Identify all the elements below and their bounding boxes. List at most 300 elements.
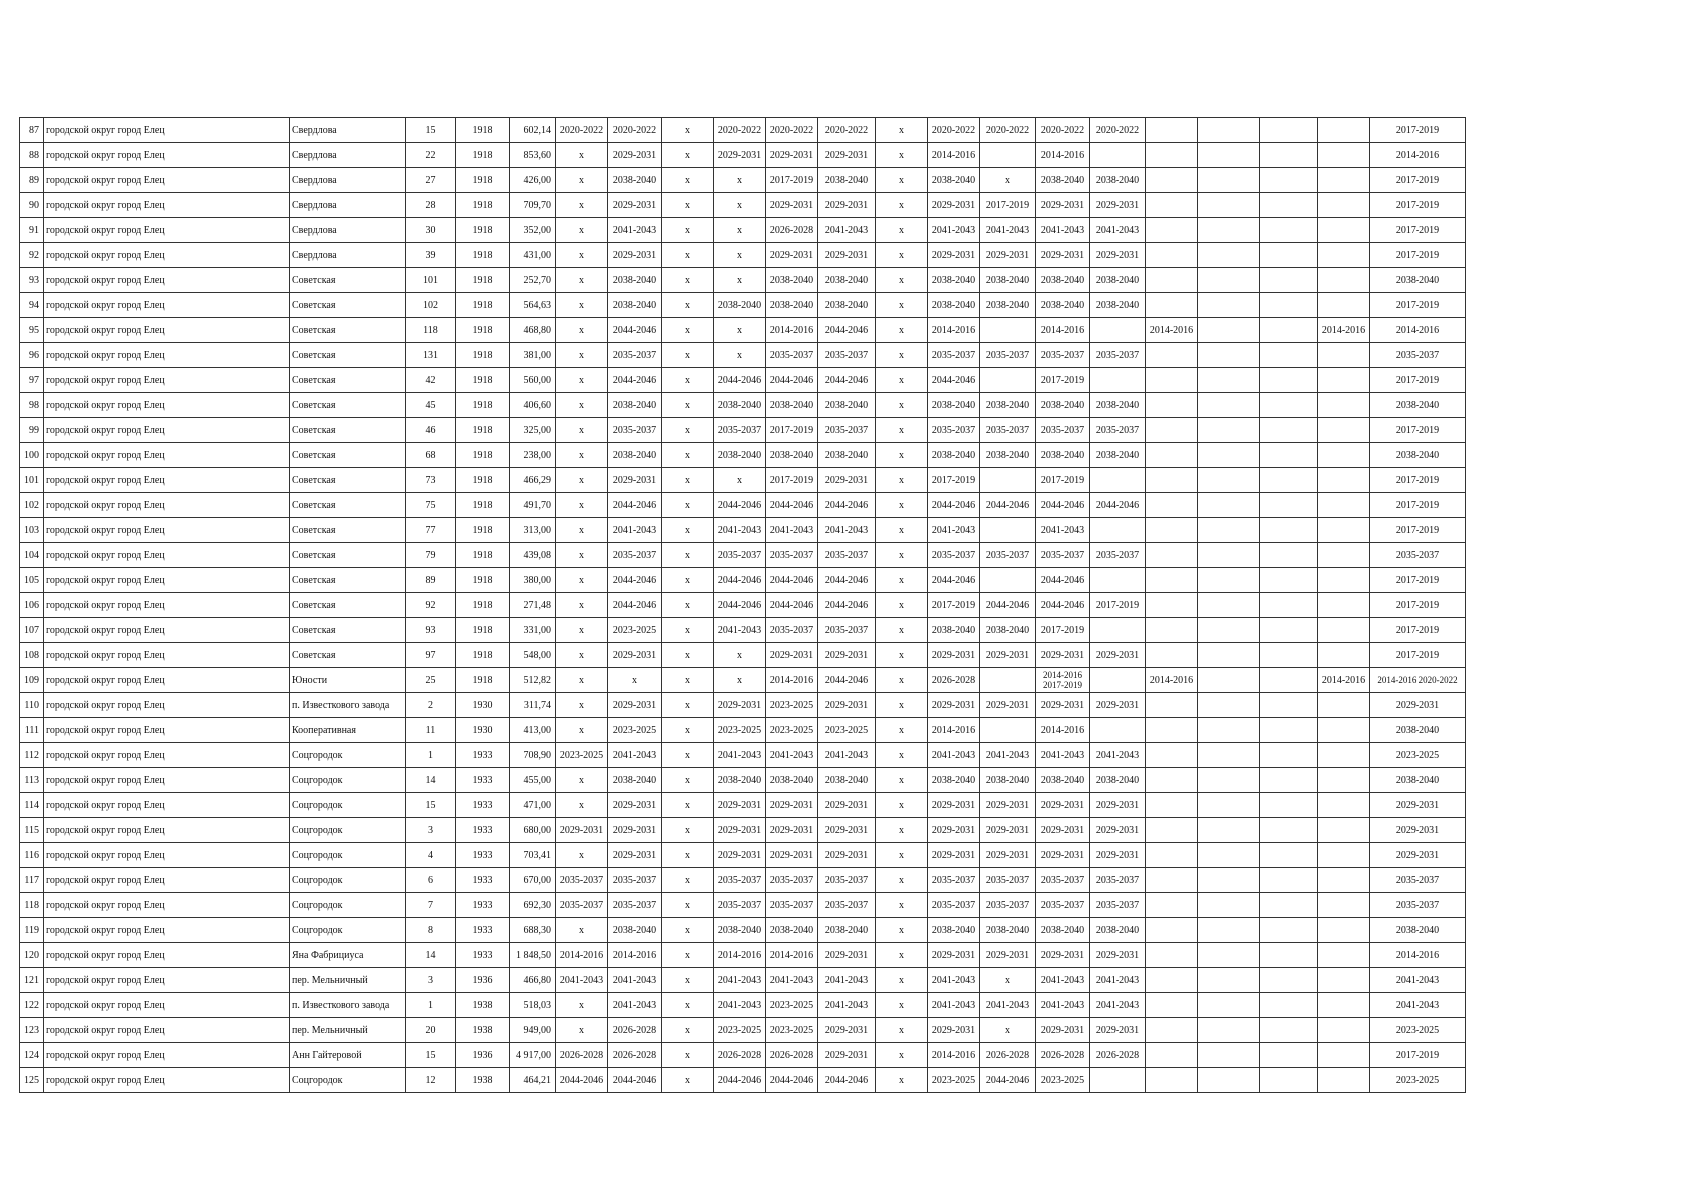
cell-period-9: 2044-2046 xyxy=(980,1068,1036,1093)
housing-schedule-table xyxy=(19,117,1466,1093)
cell-period-5: 2029-2031 xyxy=(766,243,818,268)
cell-period-total: 2029-2031 xyxy=(1370,793,1466,818)
cell-period-6: 2035-2037 xyxy=(818,418,876,443)
cell-period-12 xyxy=(1146,168,1198,193)
cell-period-3: x xyxy=(662,643,714,668)
cell-period-14 xyxy=(1260,243,1318,268)
cell-year-built: 1930 xyxy=(456,718,510,743)
cell-municipality: городской округ город Елец xyxy=(44,1068,290,1093)
cell-period-5: 2017-2019 xyxy=(766,468,818,493)
cell-period-10: 2041-2043 xyxy=(1036,743,1090,768)
cell-period-10: 2014-2016 xyxy=(1036,318,1090,343)
cell-period-10: 2044-2046 xyxy=(1036,568,1090,593)
cell-period-14 xyxy=(1260,718,1318,743)
cell-period-9: 2038-2040 xyxy=(980,268,1036,293)
cell-street: Советская xyxy=(290,618,406,643)
cell-period-4: 2035-2037 xyxy=(714,893,766,918)
cell-period-total: 2017-2019 xyxy=(1370,368,1466,393)
cell-municipality: городской округ город Елец xyxy=(44,393,290,418)
cell-period-3: x xyxy=(662,893,714,918)
cell-year-built: 1918 xyxy=(456,243,510,268)
cell-house-number: 77 xyxy=(406,518,456,543)
cell-house-number: 22 xyxy=(406,143,456,168)
cell-period-8: 2029-2031 xyxy=(928,643,980,668)
cell-period-12 xyxy=(1146,368,1198,393)
cell-period-12 xyxy=(1146,118,1198,143)
cell-period-15 xyxy=(1318,793,1370,818)
table-row xyxy=(20,318,1466,343)
cell-period-4: 2038-2040 xyxy=(714,768,766,793)
cell-year-built: 1918 xyxy=(456,668,510,693)
cell-period-6: 2044-2046 xyxy=(818,493,876,518)
cell-period-6: 2035-2037 xyxy=(818,343,876,368)
cell-period-7: x xyxy=(876,143,928,168)
table-row xyxy=(20,693,1466,718)
cell-period-5: 2017-2019 xyxy=(766,418,818,443)
cell-period-7: x xyxy=(876,668,928,693)
cell-period-3: x xyxy=(662,118,714,143)
cell-period-10: 2041-2043 xyxy=(1036,218,1090,243)
cell-street: Соцгородок xyxy=(290,893,406,918)
cell-period-5: 2017-2019 xyxy=(766,168,818,193)
cell-period-10: 2038-2040 xyxy=(1036,293,1090,318)
cell-period-13 xyxy=(1198,493,1260,518)
cell-period-14 xyxy=(1260,843,1318,868)
cell-year-built: 1938 xyxy=(456,1068,510,1093)
cell-row-number: 113 xyxy=(20,768,44,793)
cell-period-2: 2029-2031 xyxy=(608,643,662,668)
cell-period-6: 2029-2031 xyxy=(818,843,876,868)
cell-house-number: 97 xyxy=(406,643,456,668)
cell-street: Юности xyxy=(290,668,406,693)
cell-year-built: 1936 xyxy=(456,968,510,993)
cell-period-5: 2041-2043 xyxy=(766,743,818,768)
cell-period-total: 2017-2019 xyxy=(1370,643,1466,668)
cell-row-number: 93 xyxy=(20,268,44,293)
cell-period-5: 2038-2040 xyxy=(766,768,818,793)
cell-period-9: 2017-2019 xyxy=(980,193,1036,218)
cell-period-11: 2029-2031 xyxy=(1090,693,1146,718)
cell-row-number: 105 xyxy=(20,568,44,593)
cell-period-13 xyxy=(1198,268,1260,293)
cell-year-built: 1918 xyxy=(456,468,510,493)
cell-period-14 xyxy=(1260,643,1318,668)
cell-year-built: 1933 xyxy=(456,843,510,868)
cell-period-13 xyxy=(1198,1068,1260,1093)
cell-period-15 xyxy=(1318,293,1370,318)
cell-row-number: 120 xyxy=(20,943,44,968)
cell-period-9 xyxy=(980,568,1036,593)
cell-period-3: x xyxy=(662,268,714,293)
cell-period-10: 2029-2031 xyxy=(1036,243,1090,268)
cell-row-number: 114 xyxy=(20,793,44,818)
cell-period-9: x xyxy=(980,168,1036,193)
cell-period-total: 2017-2019 xyxy=(1370,493,1466,518)
cell-period-11: 2035-2037 xyxy=(1090,418,1146,443)
cell-year-built: 1918 xyxy=(456,393,510,418)
table-row xyxy=(20,1068,1466,1093)
cell-period-1: x xyxy=(556,493,608,518)
cell-municipality: городской округ город Елец xyxy=(44,943,290,968)
cell-period-7: x xyxy=(876,368,928,393)
cell-period-2: 2044-2046 xyxy=(608,318,662,343)
cell-period-6: 2029-2031 xyxy=(818,1043,876,1068)
cell-year-built: 1918 xyxy=(456,643,510,668)
cell-street: Соцгородок xyxy=(290,743,406,768)
cell-period-5: 2029-2031 xyxy=(766,793,818,818)
table-row xyxy=(20,418,1466,443)
cell-period-4: 2035-2037 xyxy=(714,418,766,443)
cell-period-total: 2041-2043 xyxy=(1370,993,1466,1018)
cell-period-6: 2041-2043 xyxy=(818,968,876,993)
cell-period-13 xyxy=(1198,968,1260,993)
cell-period-11: 2038-2040 xyxy=(1090,293,1146,318)
cell-period-4: x xyxy=(714,268,766,293)
cell-period-8: 2035-2037 xyxy=(928,343,980,368)
cell-municipality: городской округ город Елец xyxy=(44,868,290,893)
cell-period-total: 2035-2037 xyxy=(1370,343,1466,368)
cell-period-10: 2041-2043 xyxy=(1036,518,1090,543)
cell-period-7: x xyxy=(876,793,928,818)
cell-period-6: 2029-2031 xyxy=(818,818,876,843)
cell-municipality: городской округ город Елец xyxy=(44,243,290,268)
cell-period-3: x xyxy=(662,493,714,518)
cell-period-4: x xyxy=(714,643,766,668)
cell-period-7: x xyxy=(876,893,928,918)
cell-period-9: 2041-2043 xyxy=(980,993,1036,1018)
cell-period-9: 2038-2040 xyxy=(980,443,1036,468)
cell-period-12 xyxy=(1146,1018,1198,1043)
cell-period-15 xyxy=(1318,518,1370,543)
cell-period-2: 2029-2031 xyxy=(608,843,662,868)
cell-period-14 xyxy=(1260,543,1318,568)
cell-period-5: 2038-2040 xyxy=(766,293,818,318)
cell-area: 431,00 xyxy=(510,243,556,268)
cell-period-12 xyxy=(1146,293,1198,318)
cell-period-15: 2014-2016 xyxy=(1318,668,1370,693)
cell-period-8: 2038-2040 xyxy=(928,393,980,418)
cell-period-7: x xyxy=(876,643,928,668)
table-row xyxy=(20,568,1466,593)
cell-period-11: 2038-2040 xyxy=(1090,768,1146,793)
cell-period-10: 2020-2022 xyxy=(1036,118,1090,143)
table-row xyxy=(20,268,1466,293)
cell-area: 853,60 xyxy=(510,143,556,168)
cell-period-14 xyxy=(1260,593,1318,618)
cell-period-13 xyxy=(1198,868,1260,893)
cell-period-9: 2041-2043 xyxy=(980,218,1036,243)
cell-period-15 xyxy=(1318,868,1370,893)
cell-period-3: x xyxy=(662,818,714,843)
cell-street: пер. Мельничный xyxy=(290,968,406,993)
cell-street: Советская xyxy=(290,493,406,518)
cell-area: 670,00 xyxy=(510,868,556,893)
table-row xyxy=(20,243,1466,268)
cell-period-7: x xyxy=(876,843,928,868)
cell-period-13 xyxy=(1198,193,1260,218)
table-row xyxy=(20,1018,1466,1043)
cell-row-number: 97 xyxy=(20,368,44,393)
cell-period-9: 2044-2046 xyxy=(980,493,1036,518)
cell-period-3: x xyxy=(662,368,714,393)
cell-row-number: 94 xyxy=(20,293,44,318)
cell-municipality: городской округ город Елец xyxy=(44,418,290,443)
cell-row-number: 90 xyxy=(20,193,44,218)
cell-area: 381,00 xyxy=(510,343,556,368)
cell-period-15 xyxy=(1318,593,1370,618)
cell-house-number: 14 xyxy=(406,943,456,968)
cell-street: Свердлова xyxy=(290,118,406,143)
cell-period-4: 2041-2043 xyxy=(714,993,766,1018)
cell-period-12 xyxy=(1146,343,1198,368)
cell-period-15 xyxy=(1318,118,1370,143)
cell-period-15 xyxy=(1318,143,1370,168)
cell-period-5: 2029-2031 xyxy=(766,818,818,843)
cell-period-2: 2026-2028 xyxy=(608,1043,662,1068)
cell-period-1: x xyxy=(556,518,608,543)
cell-period-15 xyxy=(1318,368,1370,393)
cell-area: 380,00 xyxy=(510,568,556,593)
cell-period-8: 2014-2016 xyxy=(928,718,980,743)
cell-period-10: 2029-2031 xyxy=(1036,793,1090,818)
cell-year-built: 1918 xyxy=(456,268,510,293)
cell-period-9: 2038-2040 xyxy=(980,618,1036,643)
cell-period-15 xyxy=(1318,618,1370,643)
cell-period-6: 2029-2031 xyxy=(818,793,876,818)
cell-period-7: x xyxy=(876,1043,928,1068)
cell-period-12 xyxy=(1146,543,1198,568)
cell-period-9: x xyxy=(980,968,1036,993)
cell-year-built: 1918 xyxy=(456,218,510,243)
cell-period-5: 2038-2040 xyxy=(766,268,818,293)
cell-period-1: x xyxy=(556,268,608,293)
cell-period-15 xyxy=(1318,243,1370,268)
cell-period-total: 2017-2019 xyxy=(1370,193,1466,218)
cell-period-7: x xyxy=(876,718,928,743)
cell-period-1: x xyxy=(556,218,608,243)
cell-period-6: 2038-2040 xyxy=(818,168,876,193)
cell-area: 252,70 xyxy=(510,268,556,293)
cell-row-number: 99 xyxy=(20,418,44,443)
cell-period-12 xyxy=(1146,868,1198,893)
cell-period-11: 2041-2043 xyxy=(1090,968,1146,993)
cell-period-2: 2014-2016 xyxy=(608,943,662,968)
cell-period-11 xyxy=(1090,143,1146,168)
cell-period-11: 2041-2043 xyxy=(1090,993,1146,1018)
cell-period-6: 2038-2040 xyxy=(818,393,876,418)
cell-period-1: x xyxy=(556,568,608,593)
cell-period-3: x xyxy=(662,693,714,718)
cell-municipality: городской округ город Елец xyxy=(44,818,290,843)
cell-row-number: 107 xyxy=(20,618,44,643)
cell-period-total: 2023-2025 xyxy=(1370,743,1466,768)
cell-period-5: 2023-2025 xyxy=(766,1018,818,1043)
cell-period-1: 2035-2037 xyxy=(556,868,608,893)
cell-house-number: 68 xyxy=(406,443,456,468)
cell-period-3: x xyxy=(662,468,714,493)
cell-row-number: 103 xyxy=(20,518,44,543)
cell-period-11 xyxy=(1090,568,1146,593)
cell-area: 680,00 xyxy=(510,818,556,843)
cell-row-number: 123 xyxy=(20,1018,44,1043)
table-row xyxy=(20,943,1466,968)
cell-area: 426,00 xyxy=(510,168,556,193)
cell-period-5: 2029-2031 xyxy=(766,843,818,868)
cell-period-total: 2038-2040 xyxy=(1370,768,1466,793)
cell-period-2: 2038-2040 xyxy=(608,393,662,418)
cell-period-total: 2017-2019 xyxy=(1370,293,1466,318)
cell-period-7: x xyxy=(876,1068,928,1093)
cell-period-6: 2029-2031 xyxy=(818,943,876,968)
cell-period-1: 2020-2022 xyxy=(556,118,608,143)
cell-street: п. Известкового завода xyxy=(290,693,406,718)
cell-period-11 xyxy=(1090,718,1146,743)
cell-period-5: 2020-2022 xyxy=(766,118,818,143)
cell-period-12 xyxy=(1146,743,1198,768)
cell-house-number: 7 xyxy=(406,893,456,918)
cell-period-8: 2038-2040 xyxy=(928,293,980,318)
cell-year-built: 1918 xyxy=(456,493,510,518)
cell-municipality: городской округ город Елец xyxy=(44,768,290,793)
cell-house-number: 102 xyxy=(406,293,456,318)
cell-row-number: 91 xyxy=(20,218,44,243)
cell-period-6: 2029-2031 xyxy=(818,643,876,668)
cell-period-total: 2017-2019 xyxy=(1370,243,1466,268)
table-row xyxy=(20,818,1466,843)
cell-municipality: городской округ город Елец xyxy=(44,593,290,618)
cell-period-13 xyxy=(1198,568,1260,593)
cell-period-total: 2017-2019 xyxy=(1370,593,1466,618)
cell-period-1: x xyxy=(556,468,608,493)
cell-row-number: 108 xyxy=(20,643,44,668)
cell-period-3: x xyxy=(662,618,714,643)
cell-year-built: 1918 xyxy=(456,318,510,343)
cell-municipality: городской округ город Елец xyxy=(44,668,290,693)
cell-period-6: 2023-2025 xyxy=(818,718,876,743)
cell-period-14 xyxy=(1260,968,1318,993)
cell-period-15 xyxy=(1318,468,1370,493)
cell-area: 512,82 xyxy=(510,668,556,693)
cell-period-6: 2029-2031 xyxy=(818,693,876,718)
cell-period-10: 2029-2031 xyxy=(1036,843,1090,868)
cell-municipality: городской округ город Елец xyxy=(44,643,290,668)
cell-period-10: 2029-2031 xyxy=(1036,693,1090,718)
cell-period-3: x xyxy=(662,993,714,1018)
cell-period-1: x xyxy=(556,168,608,193)
cell-period-10: 2038-2040 xyxy=(1036,168,1090,193)
cell-row-number: 98 xyxy=(20,393,44,418)
cell-row-number: 89 xyxy=(20,168,44,193)
cell-period-3: x xyxy=(662,743,714,768)
cell-period-4: 2029-2031 xyxy=(714,143,766,168)
cell-period-11: 2029-2031 xyxy=(1090,818,1146,843)
cell-period-14 xyxy=(1260,768,1318,793)
cell-period-5: 2035-2037 xyxy=(766,893,818,918)
cell-municipality: городской округ город Елец xyxy=(44,118,290,143)
cell-period-11: 2038-2040 xyxy=(1090,393,1146,418)
cell-period-7: x xyxy=(876,268,928,293)
cell-period-10: 2035-2037 xyxy=(1036,418,1090,443)
cell-row-number: 110 xyxy=(20,693,44,718)
cell-period-2: 2038-2040 xyxy=(608,268,662,293)
cell-street: Соцгородок xyxy=(290,793,406,818)
cell-period-8: 2026-2028 xyxy=(928,668,980,693)
cell-period-7: x xyxy=(876,968,928,993)
cell-period-11: 2029-2031 xyxy=(1090,843,1146,868)
table-row xyxy=(20,843,1466,868)
cell-period-11: 2029-2031 xyxy=(1090,643,1146,668)
cell-period-14 xyxy=(1260,268,1318,293)
cell-period-4: 2014-2016 xyxy=(714,943,766,968)
cell-period-1: x xyxy=(556,693,608,718)
cell-street: Советская xyxy=(290,393,406,418)
cell-period-11: 2029-2031 xyxy=(1090,193,1146,218)
cell-period-9 xyxy=(980,518,1036,543)
cell-period-13 xyxy=(1198,443,1260,468)
cell-period-13 xyxy=(1198,218,1260,243)
cell-period-13 xyxy=(1198,593,1260,618)
cell-period-4: x xyxy=(714,218,766,243)
cell-period-9 xyxy=(980,718,1036,743)
cell-period-10: 2029-2031 xyxy=(1036,193,1090,218)
cell-period-10: 2026-2028 xyxy=(1036,1043,1090,1068)
cell-period-13 xyxy=(1198,993,1260,1018)
table-row xyxy=(20,918,1466,943)
cell-period-3: x xyxy=(662,918,714,943)
cell-period-13 xyxy=(1198,1043,1260,1068)
cell-period-5: 2023-2025 xyxy=(766,718,818,743)
cell-period-8: 2029-2031 xyxy=(928,843,980,868)
table-row xyxy=(20,218,1466,243)
cell-house-number: 25 xyxy=(406,668,456,693)
cell-period-4: x xyxy=(714,168,766,193)
cell-street: Советская xyxy=(290,643,406,668)
cell-row-number: 122 xyxy=(20,993,44,1018)
cell-period-9: 2035-2037 xyxy=(980,418,1036,443)
cell-period-9 xyxy=(980,668,1036,693)
cell-period-11 xyxy=(1090,318,1146,343)
cell-period-15 xyxy=(1318,1068,1370,1093)
cell-period-13 xyxy=(1198,243,1260,268)
cell-period-1: x xyxy=(556,593,608,618)
cell-period-total: 2014-2016 2020-2022 xyxy=(1370,668,1466,693)
cell-period-11 xyxy=(1090,518,1146,543)
cell-house-number: 79 xyxy=(406,543,456,568)
cell-period-14 xyxy=(1260,468,1318,493)
cell-period-4: 2023-2025 xyxy=(714,718,766,743)
cell-period-5: 2029-2031 xyxy=(766,643,818,668)
cell-house-number: 20 xyxy=(406,1018,456,1043)
cell-period-15 xyxy=(1318,343,1370,368)
cell-street: п. Известкового завода xyxy=(290,993,406,1018)
cell-period-2: 2044-2046 xyxy=(608,568,662,593)
cell-period-total: 2014-2016 xyxy=(1370,943,1466,968)
cell-row-number: 111 xyxy=(20,718,44,743)
cell-period-8: 2035-2037 xyxy=(928,543,980,568)
cell-period-8: 2017-2019 xyxy=(928,593,980,618)
cell-period-13 xyxy=(1198,543,1260,568)
cell-period-1: x xyxy=(556,193,608,218)
cell-street: Советская xyxy=(290,418,406,443)
cell-period-7: x xyxy=(876,168,928,193)
table-row xyxy=(20,868,1466,893)
cell-period-4: 2041-2043 xyxy=(714,618,766,643)
cell-row-number: 117 xyxy=(20,868,44,893)
cell-period-2: 2035-2037 xyxy=(608,893,662,918)
cell-year-built: 1933 xyxy=(456,793,510,818)
cell-period-11: 2035-2037 xyxy=(1090,868,1146,893)
cell-period-7: x xyxy=(876,243,928,268)
